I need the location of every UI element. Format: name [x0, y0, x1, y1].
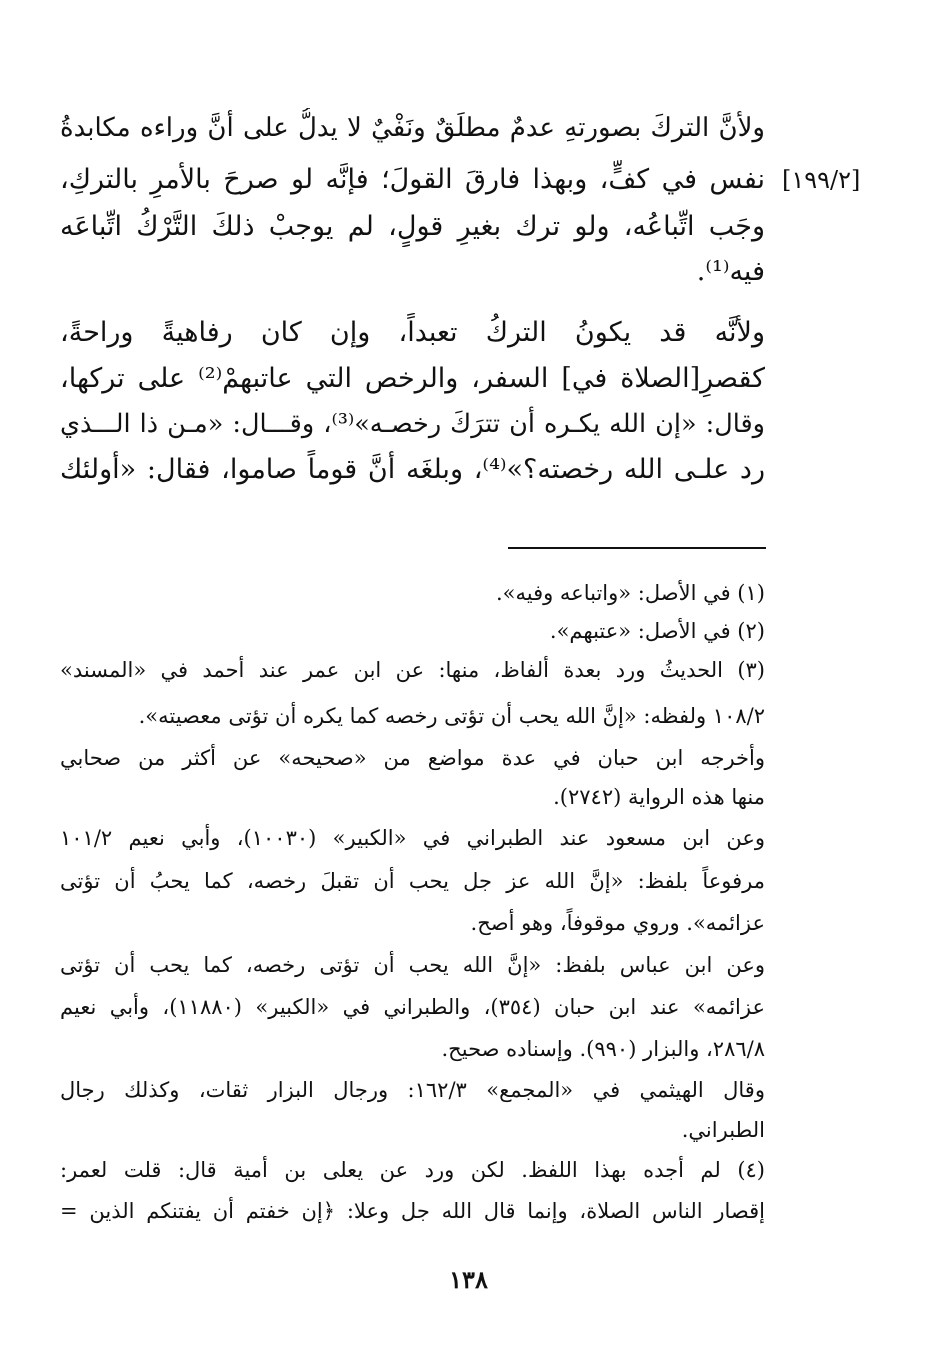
- footnote-line: ٢٨٦/٨، والبزار (٩٩٠). وإسناده صحيح.: [441, 1037, 765, 1061]
- main-text-line: فيه⁽¹⁾.: [696, 256, 765, 287]
- footnote-line: وعن ابن عباس بلفظ: «إنَّ الله يحب أن تؤتى رخصه، كما يحب أن تؤتى: [60, 953, 765, 977]
- footnote-line: (١) في الأصل: «واتباعه وفيه».: [495, 581, 765, 605]
- margin-reference: [١٩٩/٢]: [782, 166, 861, 194]
- footnote-line: وعن ابن مسعود عند الطبراني في «الكبير» (١٠٠٣٠)، وأبي نعيم ١٠١/٢: [60, 826, 765, 850]
- main-text-line: نفس في كفٍّ، وبهذا فارقَ القولَ؛ فإنَّه لو صرحَ بالأمرِ بالتركِ،: [60, 164, 765, 195]
- footnote-line: (٤) لم أجده بهذا اللفظ. لكن ورد عن يعلى بن أمية قال: قلت لعمر:: [60, 1158, 765, 1182]
- footnote-line: مرفوعاً بلفظ: «إنَّ الله عز جل يحب أن تقبلَ رخصه، كما يحبُ أن تؤتى: [60, 869, 765, 893]
- main-text-line: ولأنَّه قد يكونُ التركُ تعبداً، وإن كان رفاهيةً وراحةً،: [60, 317, 765, 348]
- footnote-line: (٣) الحديثُ ورد بعدة ألفاظ، منها: عن ابن عمر عند أحمد في «المسند»: [60, 658, 765, 682]
- page-number: ١٣٨: [449, 1265, 488, 1294]
- main-text-line: وقال: «إن الله يكـره أن تترَكَ رخصـه»⁽³⁾، وقـــال: «مـن ذا الـــذي: [60, 409, 765, 439]
- footnote-line: عزائمه» عند ابن حبان (٣٥٤)، والطبراني في «الكبير» (١١٨٨٠)، وأبي نعيم: [60, 995, 765, 1019]
- main-text-line: رد علـى الله رخصته؟»⁽⁴⁾، وبلغَه أنَّ قوماً صاموا، فقال: «أُولئك: [60, 454, 765, 485]
- footnote-line: منها هذه الرواية (٢٧٤٢).: [553, 785, 765, 809]
- footnote-line: الطبراني.: [681, 1118, 765, 1142]
- footnote-line: إقصار الناس الصلاة، وإنما قال الله جل وعلا: ﴿إن خفتم أن يفتنكم الذين =: [60, 1199, 765, 1223]
- main-text-line: ولأنَّ التركَ بصورتهِ عدمٌ مطلَقٌ ونَفْيٌ لا يدلُّ على أنَّ وراءه مكابدةُ: [60, 113, 765, 143]
- footnote-line: (٢) في الأصل: «عتبهم».: [549, 619, 765, 643]
- footnote-line: عزائمه». وروي موقوفاً، وهو أصح.: [470, 911, 765, 935]
- main-text-line: وجَب اتِّباعُه، ولو ترك بغيرِ قولٍ، لم يوجبْ ذلكَ التَّرْكُ اتِّباعَه: [60, 211, 765, 242]
- main-text-line: كقصرِ[الصلاة في] السفر، والرخص التي عاتبهمْ⁽²⁾ على تركها،: [60, 363, 765, 394]
- footnote-line: وقال الهيثمي في «المجمع» ١٦٢/٣: ورجال البزار ثقات، وكذلك رجال: [60, 1078, 765, 1102]
- footnote-separator: [508, 547, 766, 549]
- footnote-line: ١٠٨/٢ ولفظه: «إنَّ الله يحب أن تؤتى رخصه كما يكره أن تؤتى معصيته».: [138, 704, 765, 728]
- footnote-line: وأخرجه ابن حبان في عدة مواضع من «صحيحه» عن أكثر من صحابي: [60, 746, 765, 770]
